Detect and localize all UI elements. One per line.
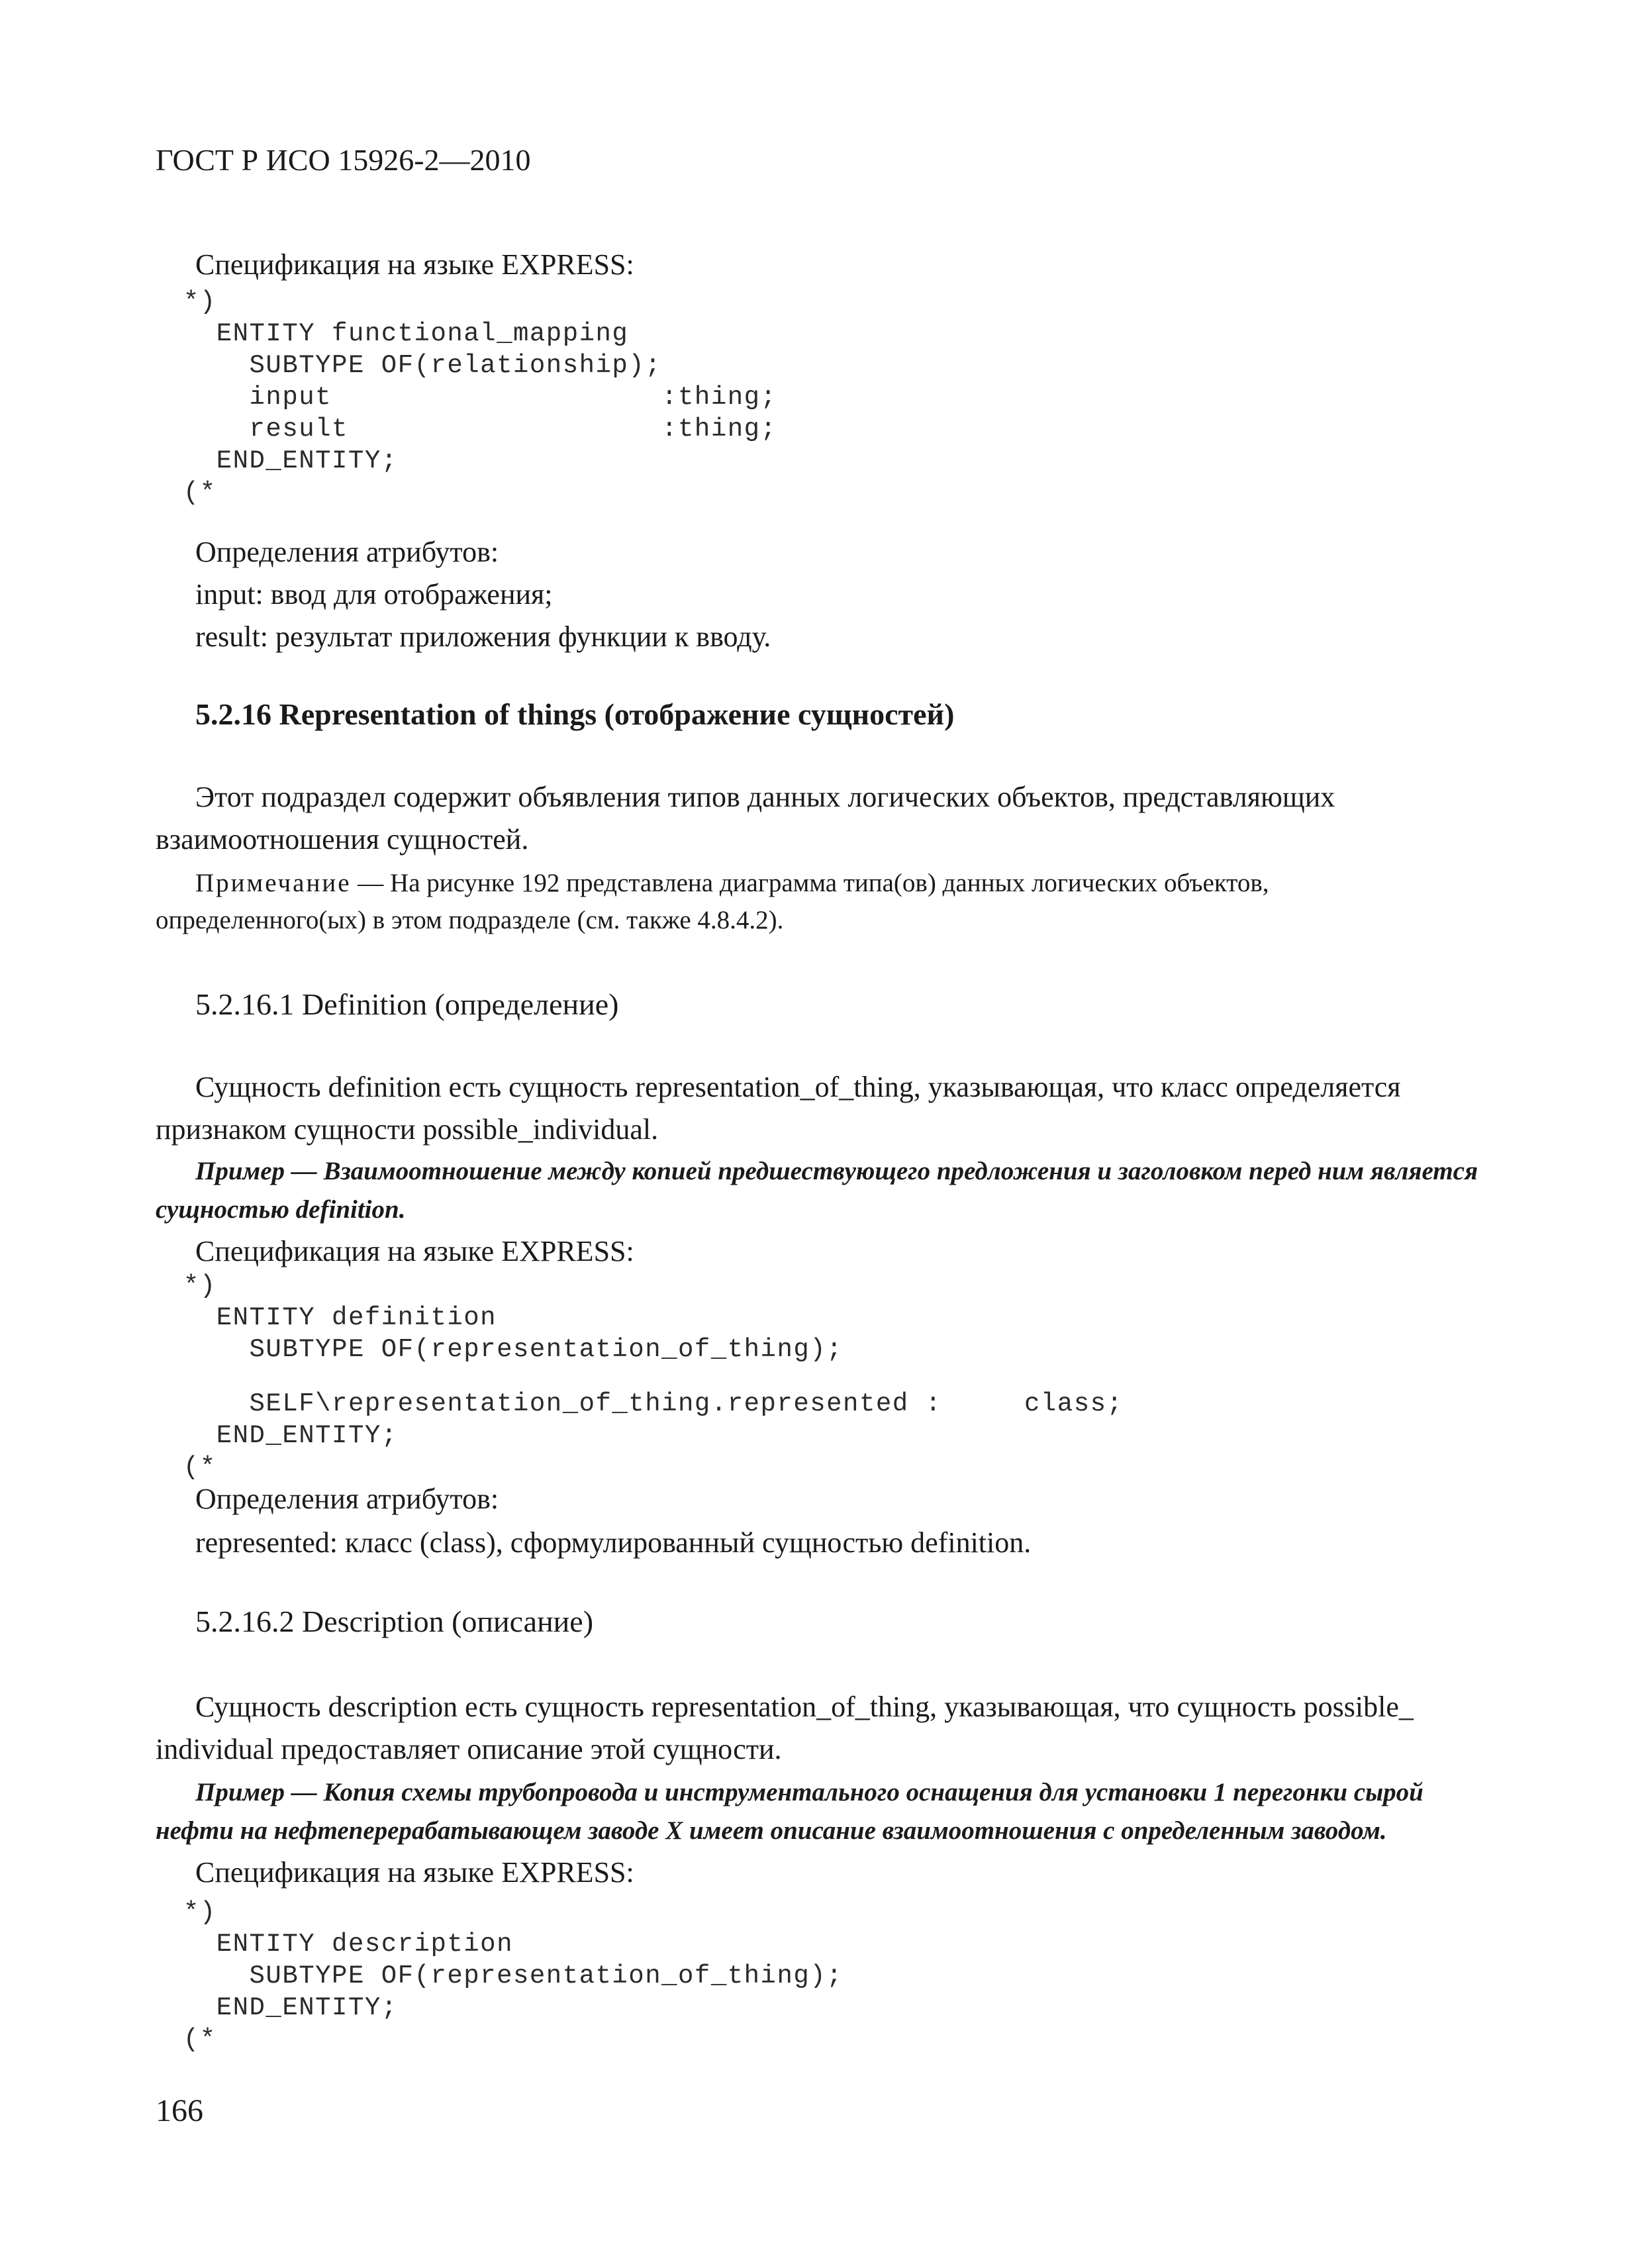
example bbox=[156, 1152, 1486, 1229]
note-label: Примечание bbox=[195, 869, 352, 897]
subsection-heading-description: 5.2.16.2 Description (описание) bbox=[195, 1604, 594, 1638]
definition-paragraph bbox=[156, 1066, 1486, 1151]
attribute-definition: represented: класс (class), сформулированный сущностью definition. bbox=[195, 1526, 1032, 1559]
example-text: сущностью definition. bbox=[156, 1195, 406, 1224]
example-text: Пример — Взаимоотношение между копией предшествующего предложения и заголовком перед ним является bbox=[195, 1157, 1478, 1185]
code-line: END_ENTITY; bbox=[167, 1993, 398, 2022]
express-spec-label: Спецификация на языке EXPRESS: bbox=[195, 248, 634, 281]
note-text: определенного(ых) в этом подразделе (см. также 4.8.4.2). bbox=[156, 906, 784, 934]
attributes-heading: Определения атрибутов: bbox=[195, 1483, 499, 1515]
paragraph-line: Этот подраздел содержит объявления типов данных логических объектов, представляющих bbox=[195, 781, 1335, 813]
attributes-heading: Определения атрибутов: bbox=[195, 536, 499, 568]
code-line: SUBTYPE OF(representation_of_thing); bbox=[167, 1335, 844, 1364]
page-header: ГОСТ Р ИСО 15926-2—2010 bbox=[156, 143, 531, 177]
section-paragraph bbox=[156, 776, 1486, 861]
attribute-definition: input: ввод для отображения; bbox=[195, 578, 553, 611]
code-line: *) bbox=[167, 287, 217, 317]
code-line: *) bbox=[167, 1271, 217, 1301]
section-heading: 5.2.16 Representation of things (отображение сущностей) bbox=[195, 697, 955, 731]
code-line: ENTITY definition bbox=[167, 1303, 497, 1332]
express-spec-label: Спецификация на языке EXPRESS: bbox=[195, 1856, 634, 1889]
code-line: result :thing; bbox=[167, 415, 777, 444]
example bbox=[156, 1773, 1486, 1850]
code-line: ENTITY functional_mapping bbox=[167, 319, 629, 348]
express-spec-label: Спецификация на языке EXPRESS: bbox=[195, 1235, 634, 1267]
paragraph-line: Сущность definition есть сущность representation_of_thing, указывающая, что класс определяется bbox=[195, 1071, 1401, 1103]
code-line: END_ENTITY; bbox=[167, 446, 398, 475]
example-text: нефти на нефтеперерабатывающем заводе X имеет описание взаимоотношения с определенным заводом. bbox=[156, 1816, 1387, 1845]
code-line: (* bbox=[167, 2025, 217, 2054]
code-line: END_ENTITY; bbox=[167, 1421, 398, 1450]
paragraph-line: взаимоотношения сущностей. bbox=[156, 823, 529, 856]
code-line: SELF\representation_of_thing.represented : class; bbox=[167, 1389, 1124, 1418]
attribute-definition: result: результат приложения функции к вводу. bbox=[195, 620, 771, 653]
paragraph-line: Сущность description есть сущность representation_of_thing, указывающая, что сущность possible_ bbox=[195, 1691, 1414, 1723]
code-line: ENTITY description bbox=[167, 1930, 513, 1959]
code-line: input :thing; bbox=[167, 383, 777, 412]
code-line: (* bbox=[167, 478, 217, 507]
description-paragraph bbox=[156, 1686, 1486, 1771]
code-line: SUBTYPE OF(relationship); bbox=[167, 351, 662, 380]
paragraph-line: individual предоставляет описание этой сущности. bbox=[156, 1733, 782, 1765]
subsection-heading-definition: 5.2.16.1 Definition (определение) bbox=[195, 987, 619, 1021]
note bbox=[156, 865, 1486, 939]
code-line: SUBTYPE OF(representation_of_thing); bbox=[167, 1961, 844, 1991]
note-text: — На рисунке 192 представлена диаграмма типа(ов) данных логических объектов, bbox=[351, 869, 1269, 897]
page-number: 166 bbox=[156, 2093, 203, 2128]
paragraph-line: признаком сущности possible_individual. bbox=[156, 1113, 659, 1146]
code-line: *) bbox=[167, 1898, 217, 1927]
example-text: Пример — Копия схемы трубопровода и инструментального оснащения для установки 1 перегонки сырой bbox=[195, 1778, 1424, 1806]
code-line: (* bbox=[167, 1453, 217, 1482]
